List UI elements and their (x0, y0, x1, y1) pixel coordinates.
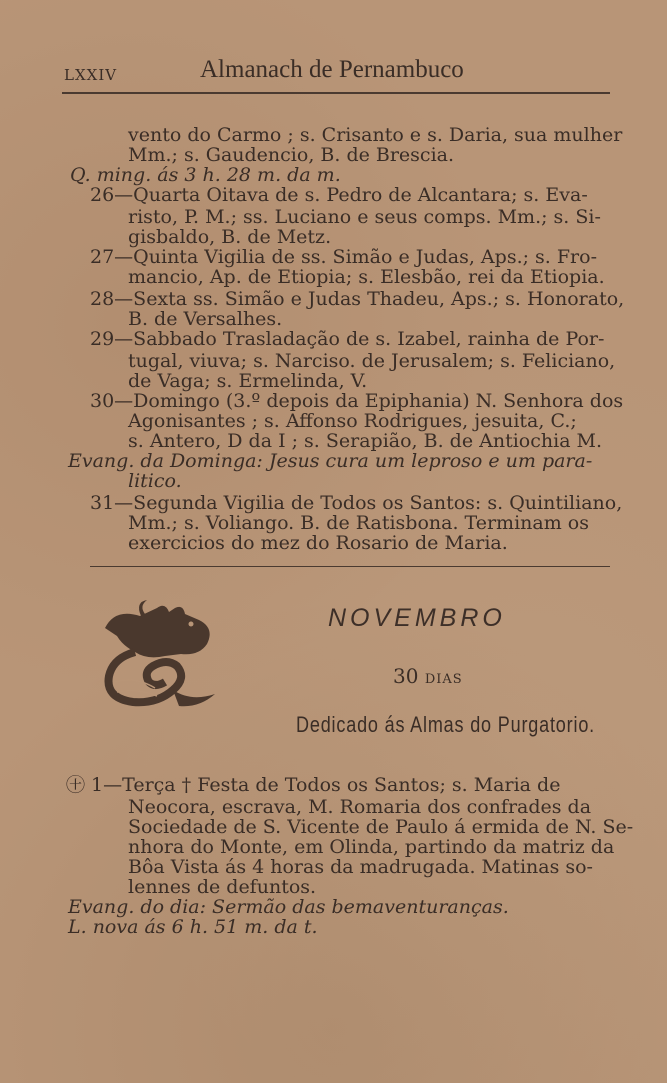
month-days (393, 664, 463, 688)
text-line: litico. (128, 470, 182, 492)
text-line: Sociedade de S. Vicente de Paulo á ermida de N. Se- (128, 816, 634, 838)
text-line: Mm.; s. Gaudencio, B. de Brescia. (128, 144, 455, 166)
header-rule (62, 92, 610, 94)
day-entry-27: 27—Quinta Vigilia de ss. Simão e Judas, Aps.; s. Fro- (90, 246, 597, 268)
text-line: de Vaga; s. Ermelinda, V. (128, 370, 368, 392)
days-label: DIAS (424, 672, 463, 687)
text-line: exercicios do mez do Rosario de Maria. (128, 532, 508, 554)
text-line: B. de Versalhes. (128, 308, 283, 330)
text-line: gisbaldo, B. de Metz. (128, 226, 332, 248)
text-line: nhora do Monte, em Olinda, partindo da matriz da (128, 836, 615, 858)
days-count: 30 (393, 664, 419, 688)
text-line: Neocora, escrava, M. Romaria dos confrades da (128, 796, 592, 818)
gospel-line: Evang. do dia: Sermão das bemaventuranças. (68, 896, 509, 918)
day-entry-28: 28—Sexta ss. Simão e Judas Thadeu, Aps.; s. Honorato, (90, 288, 625, 310)
month-title: NOVEMBRO (328, 604, 506, 632)
text-line: vento do Carmo ; s. Crisanto e s. Daria, sua mulher (128, 124, 623, 146)
moon-phase-line: L. nova ás 6 h. 51 m. da t. (68, 916, 318, 938)
page-folio: LXXIV (64, 66, 118, 84)
day-entry-31: 31—Segunda Vigilia de Todos os Santos: s. Quintiliano, (90, 492, 623, 514)
moon-phase-line: Q. ming. ás 3 h. 28 m. da m. (70, 164, 341, 186)
text-line: lennes de defuntos. (128, 876, 317, 898)
text-line: mancio, Ap. de Etiopia; s. Elesbão, rei da Etiopia. (128, 266, 605, 288)
section-rule (90, 566, 610, 567)
text-line: s. Antero, D da I ; s. Serapião, B. de Antiochia M. (128, 430, 603, 452)
day-entry-29: 29—Sabbado Trasladação de s. Izabel, rainha de Por- (90, 328, 605, 350)
day-entry-26: 26—Quarta Oitava de s. Pedro de Alcantara; s. Eva- (90, 184, 588, 206)
text-line: risto, P. M.; ss. Luciano e seus comps. Mm.; s. Si- (128, 206, 601, 228)
day-entry-30: 30—Domingo (3.º depois da Epiphania) N. Senhora dos (90, 390, 624, 412)
text-line: tugal, viuva; s. Narciso. de Jerusalem; s. Feliciano, (128, 350, 616, 372)
day-entry-1: ㊉ 1—Terça † Festa de Todos os Santos; s. Maria de (66, 774, 561, 796)
capricorn-emblem (95, 598, 235, 718)
running-title: Almanach de Pernambuco (200, 56, 464, 83)
text-line: Bôa Vista ás 4 horas da madrugada. Matinas so- (128, 856, 593, 878)
gospel-line: Evang. da Dominga: Jesus cura um leproso e um para- (68, 450, 593, 472)
text-line: Agonisantes ; s. Affonso Rodrigues, jesuita, C.; (128, 410, 577, 432)
text-line: Mm.; s. Voliango. B. de Ratisbona. Terminam os (128, 512, 589, 534)
month-dedication: Dedicado ás Almas do Purgatorio. (296, 712, 596, 737)
running-header (64, 56, 604, 92)
